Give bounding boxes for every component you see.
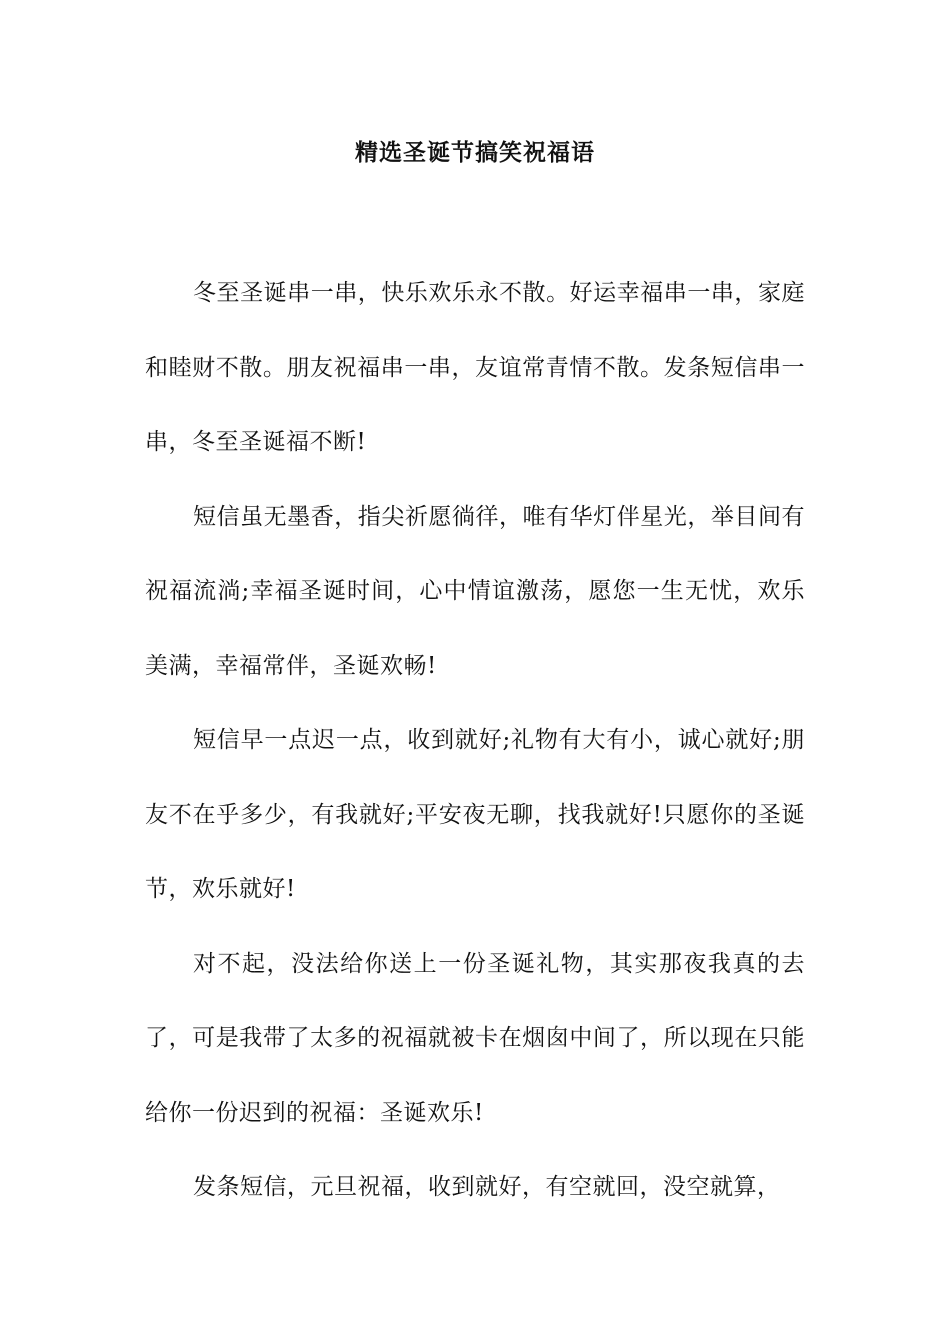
paragraph: 冬至圣诞串一串，快乐欢乐永不散。好运幸福串一串，家庭和睦财不散。朋友祝福串一串，友谊常青情不散。发条短信串一串，冬至圣诞福不断!: [145, 280, 805, 455]
document-body: [145, 256, 805, 1225]
paragraph: 短信早一点迟一点，收到就好;礼物有大有小，诚心就好;朋友不在乎多少，有我就好;平安夜无聊，找我就好!只愿你的圣诞节，欢乐就好!: [145, 727, 805, 902]
paragraph: 短信虽无墨香，指尖祈愿徜徉，唯有华灯伴星光，举目间有祝福流淌;幸福圣诞时间，心中情谊激荡，愿您一生无忧，欢乐美满，幸福常伴，圣诞欢畅!: [145, 503, 805, 679]
paragraph: 发条短信，元旦祝福，收到就好，有空就回，没空就算，: [193, 1174, 781, 1200]
document-title: 精选圣诞节搞笑祝福语: [355, 139, 595, 166]
paragraph: 对不起，没法给你送上一份圣诞礼物，其实那夜我真的去了，可是我带了太多的祝福就被卡在烟囱中间了，所以现在只能给你一份迟到的祝福：圣诞欢乐!: [145, 950, 805, 1126]
